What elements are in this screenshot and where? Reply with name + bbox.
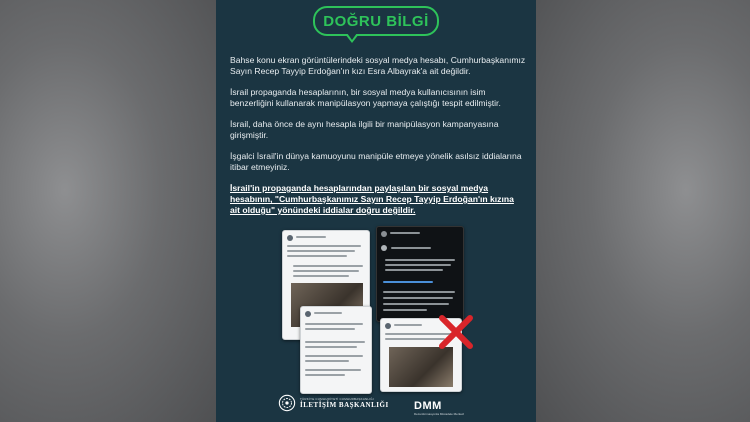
dmm-logo-text: DMM xyxy=(414,400,442,412)
fact-check-text xyxy=(230,55,526,226)
badge-tail-inner xyxy=(347,33,357,40)
paragraph-4: İşgalci İsrail'in dünya kamuoyunu manipüle etmeye yönelik asılsız iddialarına itibar etmeyiniz. xyxy=(230,151,522,172)
background-left xyxy=(0,0,216,422)
paragraph-3: İsrail, daha önce de aynı hesapla ilgili bir manipülasyon kampanyasına girişmiştir. xyxy=(230,119,499,140)
fact-check-poster xyxy=(216,0,536,422)
dmm-subtitle: Dezenformasyonla Mücadele Merkezi xyxy=(414,412,465,416)
tweet-screenshot-3 xyxy=(376,226,464,322)
tweet-screenshot-2 xyxy=(300,306,372,394)
conclusion-text: İsrail'in propaganda hesaplarından paylaşılan bir sosyal medya hesabının, "Cumhurbaşkanımız Sayın Recep Tayyip Erdoğan'ın kızına ait olduğu" yönündeki iddialar doğru değildir. xyxy=(230,183,514,215)
iletisim-baskanligi-logo xyxy=(278,394,389,412)
logo-big-text: İLETİŞİM BAŞKANLIĞI xyxy=(300,401,389,409)
dogru-bilgi-badge xyxy=(313,6,439,36)
paragraph-1: Bahse konu ekran görüntülerindeki sosyal medya hesabı, Cumhurbaşkanımız Sayın Recep Tayyip Erdoğan'ın kızı Esra Albayrak'a ait değildir. xyxy=(230,55,526,76)
logo-small-text: TÜRKİYE CUMHURİYETİ CUMHURBAŞKANLIĞI xyxy=(300,397,374,401)
dmm-logo xyxy=(414,400,464,416)
iletisim-logo-icon xyxy=(278,394,296,412)
badge-label: DOĞRU BİLGİ xyxy=(323,12,429,30)
x-mark-icon xyxy=(436,312,476,352)
background-right xyxy=(536,0,750,422)
paragraph-2: İsrail propaganda hesaplarının, bir sosyal medya kullanıcısının isim benzerliğini kullanarak manipülasyon yapmaya çalıştığı tespit edilmiştir. xyxy=(230,87,501,108)
screenshot-collage xyxy=(278,224,492,392)
